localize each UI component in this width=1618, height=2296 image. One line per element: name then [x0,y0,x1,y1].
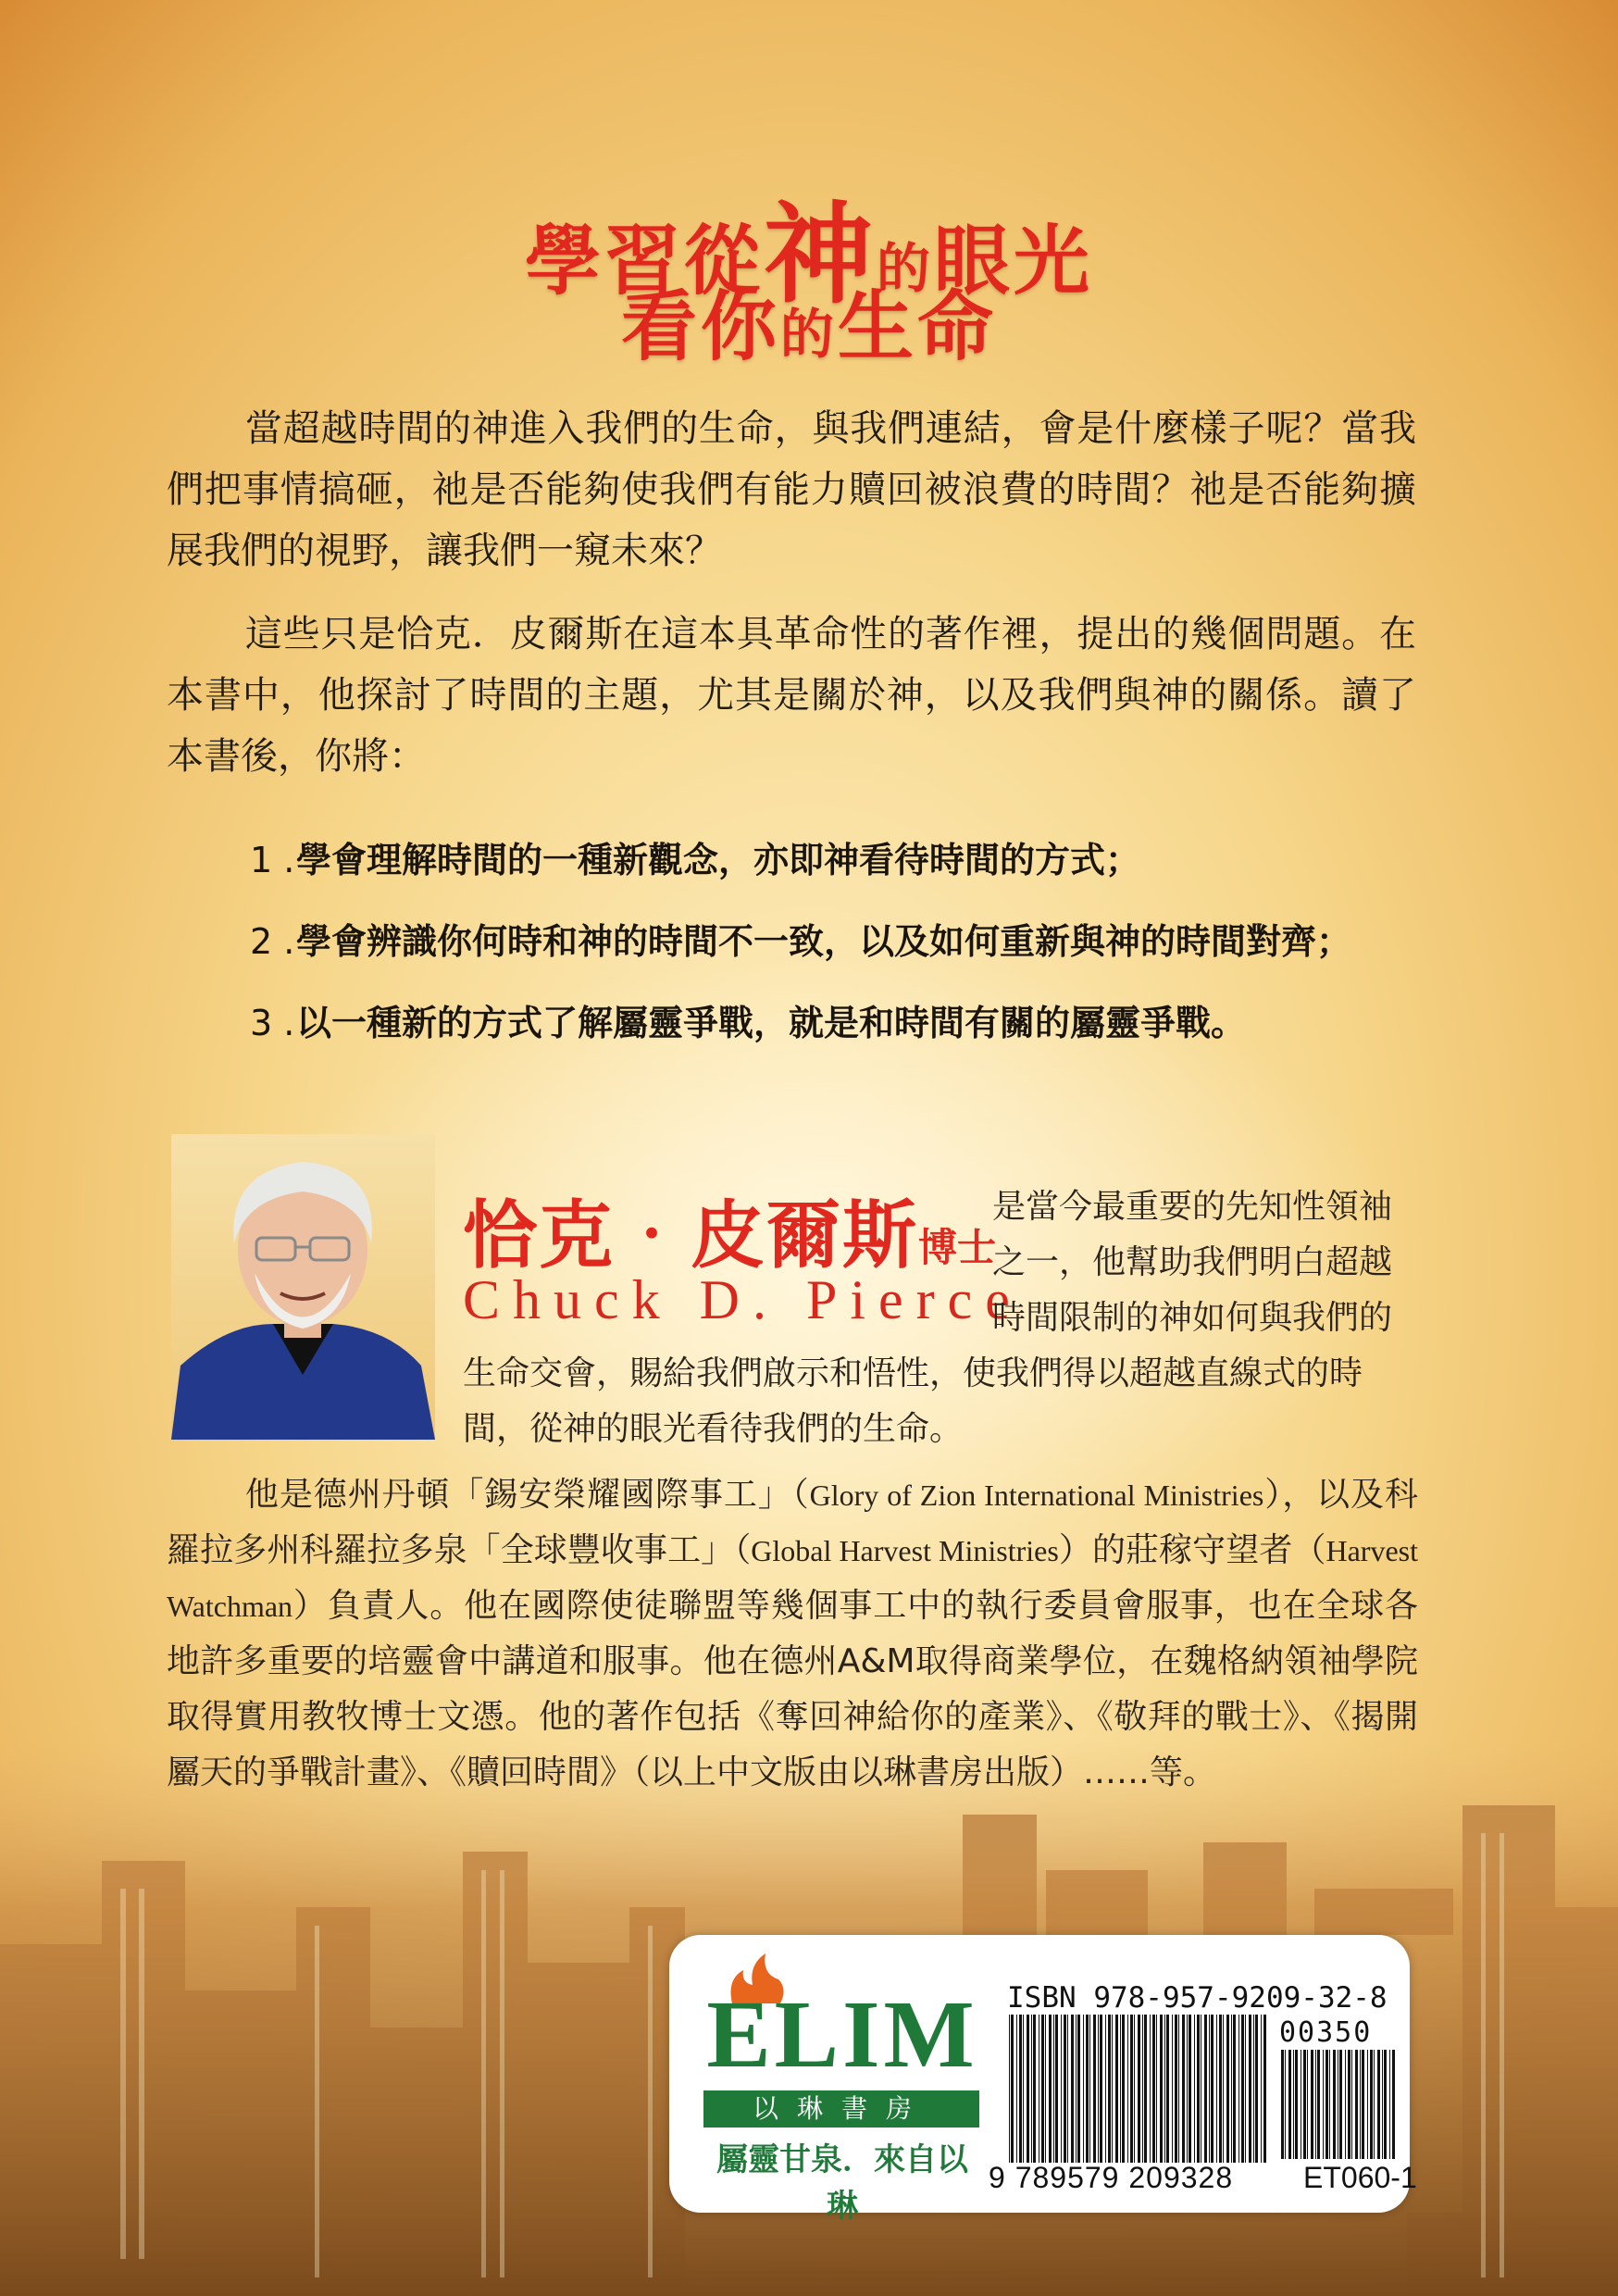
barcode-bar [1382,2050,1383,2159]
barcode-bar [1142,2015,1143,2163]
barcode-bar [1362,2050,1364,2159]
barcode-bar [1089,2015,1090,2163]
barcode-bar [1138,2015,1140,2163]
barcode-bar [1166,2015,1169,2163]
barcode-bar [1187,2015,1188,2163]
barcode-bar [1392,2050,1395,2159]
barcode-bar [1281,2050,1284,2159]
barcode-bar [1263,2015,1266,2163]
barcode-bar [1172,2015,1173,2163]
barcode-bar [1367,2050,1368,2159]
publisher-slogan: 屬靈甘泉．來自以琳 [716,2141,968,2225]
author-name-en: Chuck D. Pierce [463,1269,1023,1330]
barcode-bar [1150,2015,1151,2163]
barcode-bar [1033,2015,1036,2163]
barcode-bar [1233,2015,1236,2163]
barcode-bar [1019,2015,1022,2163]
barcode-bar [1370,2050,1373,2159]
barcode-bar [1112,2015,1113,2163]
barcode-bar [1045,2015,1046,2163]
barcode-bar [1152,2015,1155,2163]
barcode-bar [1389,2050,1390,2159]
barcode-bar [1238,2015,1239,2163]
barcode-bar [1333,2050,1336,2159]
barcode-bar [1345,2050,1346,2159]
barcode-bar [1209,2015,1210,2163]
barcode-bar [1189,2015,1191,2163]
barcode-bar [1348,2050,1350,2159]
barcode-addon [1279,2050,1398,2159]
barcode-bar [1144,2015,1147,2163]
author-bio-paragraph: 他是德州丹頓「錫安榮耀國際事工」（Glory of Zion International Ministries），以及科羅拉多州科羅拉多泉「全球豐收事工」（Global Harvest Ministries）的莊稼守望者（Harvest Watchman）負責人。他在國際使徒聯盟等幾個事工中的執行委員會服事，也在全球各地許多重要的培靈會中講道和服事。他在德州A&M取得商業學位，在魏格納領袖學院取得實用教牧博士文憑。他的著作包括《奪回神給你的產業》、《敬拜的戰士》、《揭開屬天的爭戰計畫》、《贖回時間》（以上中文版由以琳書房出版）……等。 [167,1476,1418,1791]
product-code: ET060-1 [1303,2161,1417,2194]
barcode-bar [1317,2050,1320,2159]
barcode-bar [1164,2015,1165,2163]
barcode-bar [1134,2015,1135,2163]
barcode-bar [1216,2015,1217,2163]
barcode-bar [1115,2015,1118,2163]
author-name-cn: 恰克‧皮爾斯博士 [463,1192,997,1279]
barcode-bar [1245,2015,1246,2163]
barcode-bar [1076,2015,1077,2163]
barcode-bar [1049,2015,1052,2163]
barcode-bar [1285,2050,1286,2159]
barcode-bar [1360,2050,1361,2159]
barcode-bar [1061,2015,1062,2163]
barcode-bar [1120,2015,1121,2163]
barcode-bar [1122,2015,1125,2163]
isbn-label: ISBN 978-957-9209-32-8 [1007,1981,1388,2015]
list-item: 3 .以一種新的方式了解屬靈爭戰，就是和時間有關的屬靈爭戰。 [250,1002,1247,1043]
barcode-bar [1071,2015,1074,2163]
barcode-main [1007,2015,1266,2163]
barcode-bar [1303,2050,1306,2159]
publisher-logo: ELIM [706,1981,978,2088]
barcode-bar [1067,2015,1068,2163]
author-bio-intro: 是當今最重要的先知性領袖之一，他幫助我們明白超越時間限制的神如何與我們的 [992,1188,1393,1337]
barcode-bar [1329,2050,1330,2159]
barcode-bar [1055,2015,1058,2163]
headline-line-2: 看你的生命 [620,282,998,371]
barcode-bar [1211,2015,1214,2163]
barcode-bar [1377,2050,1380,2159]
barcode-bar [1223,2015,1224,2163]
barcode-bar [1255,2015,1258,2163]
barcode-bar [1197,2015,1200,2163]
barcode-bar [1249,2015,1251,2163]
barcode-bar [1105,2015,1106,2163]
barcode-bar [1219,2015,1222,2163]
barcode-bar [1100,2015,1102,2163]
barcode-bar [1031,2015,1032,2163]
barcode-bar [1127,2015,1128,2163]
barcode-bar [1241,2015,1244,2163]
barcode-bar [1016,2015,1017,2163]
barcode-bar [1194,2015,1195,2163]
barcode-bar [1009,2015,1010,2163]
barcode-bar [1011,2015,1014,2163]
barcode-bar [1086,2015,1089,2163]
barcode-bar [1098,2015,1099,2163]
barcode-bar [1351,2050,1352,2159]
list-item: 1 .學會理解時間的一種新觀念，亦即神看待時間的方式； [250,839,1141,880]
intro-paragraph-1: 當超越時間的神進入我們的生命，與我們連結，會是什麼樣子呢？當我們把事情搞砸，祂是否能夠使我們有能力贖回被浪費的時間？祂是否能夠擴展我們的視野，讓我們一窺未來？ [167,407,1416,572]
list-item: 2 .學會辨識你何時和神的時間不一致，以及如何重新與神的時間對齊； [250,920,1352,962]
barcode-bar [1083,2015,1084,2163]
barcode-bar [1093,2015,1096,2163]
barcode-bar [1053,2015,1054,2163]
barcode-bar [1355,2050,1358,2159]
barcode-bar [1307,2050,1308,2159]
barcode-bar [1204,2015,1207,2163]
barcode-bar [1311,2050,1313,2159]
publisher-name: 以琳書房 [703,2090,979,2128]
barcode-bar [1374,2050,1375,2159]
barcode-bar [1226,2015,1229,2163]
barcode-bar [1077,2015,1080,2163]
barcode-bar [1108,2015,1111,2163]
barcode-bar [1261,2015,1262,2163]
author-bio-continued: 生命交會，賜給我們啟示和悟性，使我們得以超越直線式的時間，從神的眼光看待我們的生命。 [463,1354,1363,1448]
barcode-bar [1130,2015,1133,2163]
barcode-bar [1156,2015,1157,2163]
barcode-bar [1182,2015,1185,2163]
barcode-bar [1023,2015,1024,2163]
headline-line-1: 學習從神的眼光 [524,190,1094,318]
barcode-bar [1178,2015,1179,2163]
barcode-bar [1295,2050,1298,2159]
barcode-bar [1041,2015,1044,2163]
barcode-bar [1384,2050,1387,2159]
barcode-bar [1160,2015,1163,2163]
barcode-bar [1288,2050,1291,2159]
barcode-bar [1339,2050,1342,2159]
barcode-bar [1027,2015,1029,2163]
barcode-bar [1326,2050,1328,2159]
barcode-bar [1175,2015,1177,2163]
author-photo [171,1134,435,1440]
barcode-bar [1315,2050,1316,2159]
price-code: 00350 [1279,2016,1373,2049]
intro-paragraph-2: 這些只是恰克．皮爾斯在這本具革命性的著作裡，提出的幾個問題。在本書中，他探討了時間的主題，尤其是關於神，以及我們與神的關係。讀了本書後，你將： [167,613,1416,778]
barcode-bar [1253,2015,1254,2163]
barcode-bar [1323,2050,1324,2159]
barcode-number: 9 789579 209328 [989,2161,1234,2194]
barcode-bar [1293,2050,1294,2159]
barcode-bar [1231,2015,1232,2163]
barcode-bar [1064,2015,1066,2163]
